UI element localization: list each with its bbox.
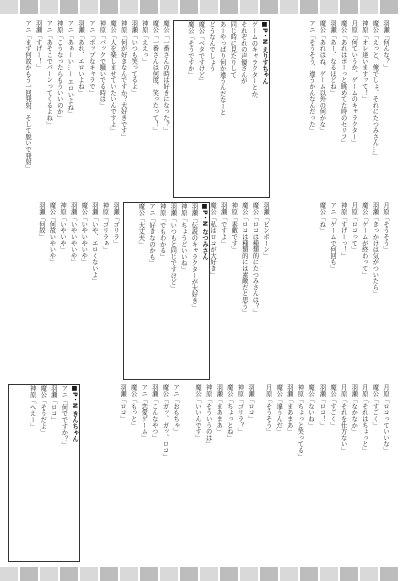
text-column-7 [320, 384, 390, 560]
text-column-2 [87, 20, 170, 196]
dialogue-line: 魔公「ベタですけど」 [197, 21, 205, 84]
dialogue-line: あーやっぱり何か違うんだなーと [218, 21, 226, 116]
dialogue-line: 月原「そうそう」 [382, 202, 389, 253]
dialogue-line: 羽瀬「あー、なるほどね」 [329, 20, 337, 96]
dialogue-line: 魔公「あれはね、ゲーム以外の何かな」 [318, 20, 326, 134]
dialogue-line: 魔公「一番さんは何度、笑ったって！」 [151, 20, 159, 134]
dialogue-line: 魔公「そうですか」 [186, 21, 194, 78]
dialogue-line: 羽瀬「まあまあ」 [215, 384, 223, 435]
dialogue-line: 魔公「えっと、俺でしょ、それにたつみさん…」 [371, 20, 379, 159]
dialogue-line: アニ「まず何故かもう一回発射、そして脱いで発射」 [24, 20, 32, 172]
dialogue-line: 羽瀬「なかなか」 [350, 384, 358, 435]
dialogue-line: 羽瀬「まあまあ」 [285, 384, 293, 435]
dialogue-line: 神原「ちょっと笑ってる」 [296, 384, 304, 460]
dialogue-line: 羽瀬「ピンポーン」 [262, 202, 269, 259]
dialogue-line: ■P・N なつみさん [201, 203, 208, 260]
text-row-1 [10, 20, 390, 196]
dialogue-line: 魔公「すごく」 [329, 384, 337, 429]
dialogue-line: 神原「こうなったらもういいのか」 [55, 20, 63, 121]
dialogue-line: 魔公「ロコは種類的にたつみさんは？」 [251, 202, 259, 316]
dialogue-line: 羽瀬「何故」 [37, 202, 45, 240]
dialogue-line: アニ「ポップなキャラで」 [87, 20, 95, 96]
dialogue-line: 羽瀬「いやいやいや」 [69, 202, 77, 265]
dialogue-line: 魔公「何故いやいや」 [48, 202, 56, 265]
dialogue-line: どうなんでしょう [208, 21, 216, 72]
dialogue-line: 神原「バックで騒いでる時は」 [98, 20, 106, 109]
dialogue-line: 月原「そうそう」 [264, 384, 272, 435]
dialogue-line: アニ「何でですか？」 [60, 385, 68, 448]
dialogue-line: 魔公「私はロコが大好き」 [209, 202, 217, 278]
dialogue-line: 魔公「一番さんの時は好きになった？」 [162, 20, 169, 134]
dialogue-line: 羽瀬「ゴリラ」 [112, 202, 119, 247]
dialogue-line: 神原「オレ達いますッて！」 [360, 20, 368, 102]
dialogue-line: 月原「ロコって」 [350, 202, 358, 253]
dialogue-line: 羽瀬「すげー！」 [34, 20, 42, 71]
dialogue-line: 神原「すげーっ！」 [339, 202, 347, 259]
dialogue-line: 魔公「すごく」 [371, 384, 379, 429]
dialogue-line: アニ「おもちゃ」 [172, 384, 179, 435]
dialogue-line: アニ「ゲームで何回も」 [329, 202, 337, 272]
dialogue-line: 羽瀬「ロコ」 [49, 385, 57, 423]
text-column-9 [185, 384, 255, 560]
text-column-3 [10, 20, 85, 196]
dialogue-line: 魔公「人を楽しませていたいんですよ」 [109, 20, 117, 134]
dialogue-line: アニ「あそこでバーンってくるよね」 [45, 20, 53, 128]
dialogue-line: 神原「へえー」 [28, 385, 36, 430]
text-column-5 [209, 202, 270, 378]
dialogue-line: それぞれの声優さんが [239, 21, 247, 84]
dialogue-line: 同じ時に見たりして [229, 21, 237, 78]
dialogue-line: 魔公「いいんです」 [194, 384, 202, 441]
dialogue-line: 月原「それはちょっと」 [360, 384, 368, 454]
dialogue-line: 羽瀬「ロコ！」 [318, 384, 326, 429]
dialogue-line: 神原「何が好きなんですか？大好きです」 [119, 20, 127, 140]
dialogue-line: 神原「ええっ」 [140, 20, 148, 65]
dialogue-line: 羽瀬「いつもと同じですけど」 [169, 203, 177, 292]
bottom-stripe-bar [0, 567, 400, 581]
dialogue-line: 魔公「ちょっとね」 [225, 384, 233, 441]
dialogue-line: 月原「ロコっていいな」 [382, 384, 389, 454]
dialogue-line: 魔公「ゲームが終わって」 [360, 202, 368, 278]
dialogue-line: ゲームのキャラクターとか、 [250, 21, 258, 103]
dialogue-line: 羽瀬「ですよ」 [219, 202, 227, 247]
text-column-1 [275, 20, 390, 196]
dialogue-line: 魔公「ガッ、ガッ、ロコ」 [161, 384, 169, 460]
dialogue-line: 羽瀬「きっかけは気がついたら」 [371, 202, 379, 297]
dialogue-line: ■P・N きんちゃん [71, 385, 78, 442]
dialogue-line: 神原「ゴリラ？」 [236, 384, 244, 435]
dialogue-line: アニ「恋愛ゲーム」 [140, 384, 148, 441]
top-stripe-bar [0, 0, 400, 14]
dialogue-line: 神原「ゴリラぁ」 [101, 202, 109, 253]
dialogue-line: 魔公「そうだよ」 [39, 385, 47, 436]
text-column-6 [10, 202, 120, 378]
dialogue-line: 神原「いやいや」 [59, 202, 67, 253]
dialogue-line: アニ「そうそう、違うかんなんだった」 [307, 20, 315, 134]
dialogue-line: 月原「何ていうか、ゲームのキャラクター」 [350, 20, 358, 146]
dialogue-line: 神原「でもわかる」 [158, 203, 166, 260]
dialogue-line: ■P・N えりすちゃん [261, 21, 268, 85]
dialogue-line: 神原「素敵です」 [230, 202, 238, 253]
dialogue-line: 神原「そういうのは」 [204, 384, 212, 447]
dialogue-line: 神原「ちょうどいいね」 [179, 203, 187, 273]
letter-box-1 [173, 20, 270, 198]
dialogue-line: 羽瀬「あれ、エロいよね」 [77, 20, 84, 96]
dialogue-line: 魔公「ね」 [318, 202, 326, 234]
dialogue-line: 魔公「もっと」 [129, 384, 137, 429]
dialogue-line: 月原「それを仕方ない」 [339, 384, 347, 454]
text-row-3 [10, 384, 390, 560]
dialogue-line: 魔公「大丈夫」 [137, 203, 145, 248]
dialogue-line: 魔公「違うんだ」 [275, 384, 283, 435]
text-column-10 [85, 384, 180, 560]
text-column-4 [275, 202, 390, 378]
dialogue-line: 羽瀬「いや、エロくないよ」 [90, 202, 98, 284]
letter-box-3 [8, 384, 80, 562]
letter-box-2 [123, 202, 210, 380]
dialogue-line: 魔公「ロコは種類的には素敵だと思う」 [240, 202, 248, 316]
dialogue-line: 羽瀬「何んな？」 [382, 20, 389, 71]
page-body [10, 20, 390, 561]
dialogue-line: 羽瀬「いつも笑ってるよ」 [130, 20, 138, 96]
dialogue-line: 魔公「あれはボーっと眺めてた時のセリフ」 [339, 20, 347, 146]
dialogue-line: 羽瀬「ロコ」 [247, 384, 254, 422]
text-row-2 [10, 202, 390, 378]
dialogue-line: アニ「あぁーい…ー エロいよね」 [66, 20, 74, 117]
dialogue-line: 羽瀬「こんなやつ」 [150, 384, 158, 441]
dialogue-line: アニ「好きなのかも」 [148, 203, 156, 266]
dialogue-line: 魔公「いやいやいや」 [80, 202, 88, 265]
dialogue-line: 羽瀬「伝説のキャラクターが大好き」 [190, 203, 198, 311]
dialogue-line: 羽瀬「ロコ」 [119, 384, 127, 422]
dialogue-line: 魔公「ないね」 [307, 384, 314, 429]
text-column-8 [260, 384, 315, 560]
